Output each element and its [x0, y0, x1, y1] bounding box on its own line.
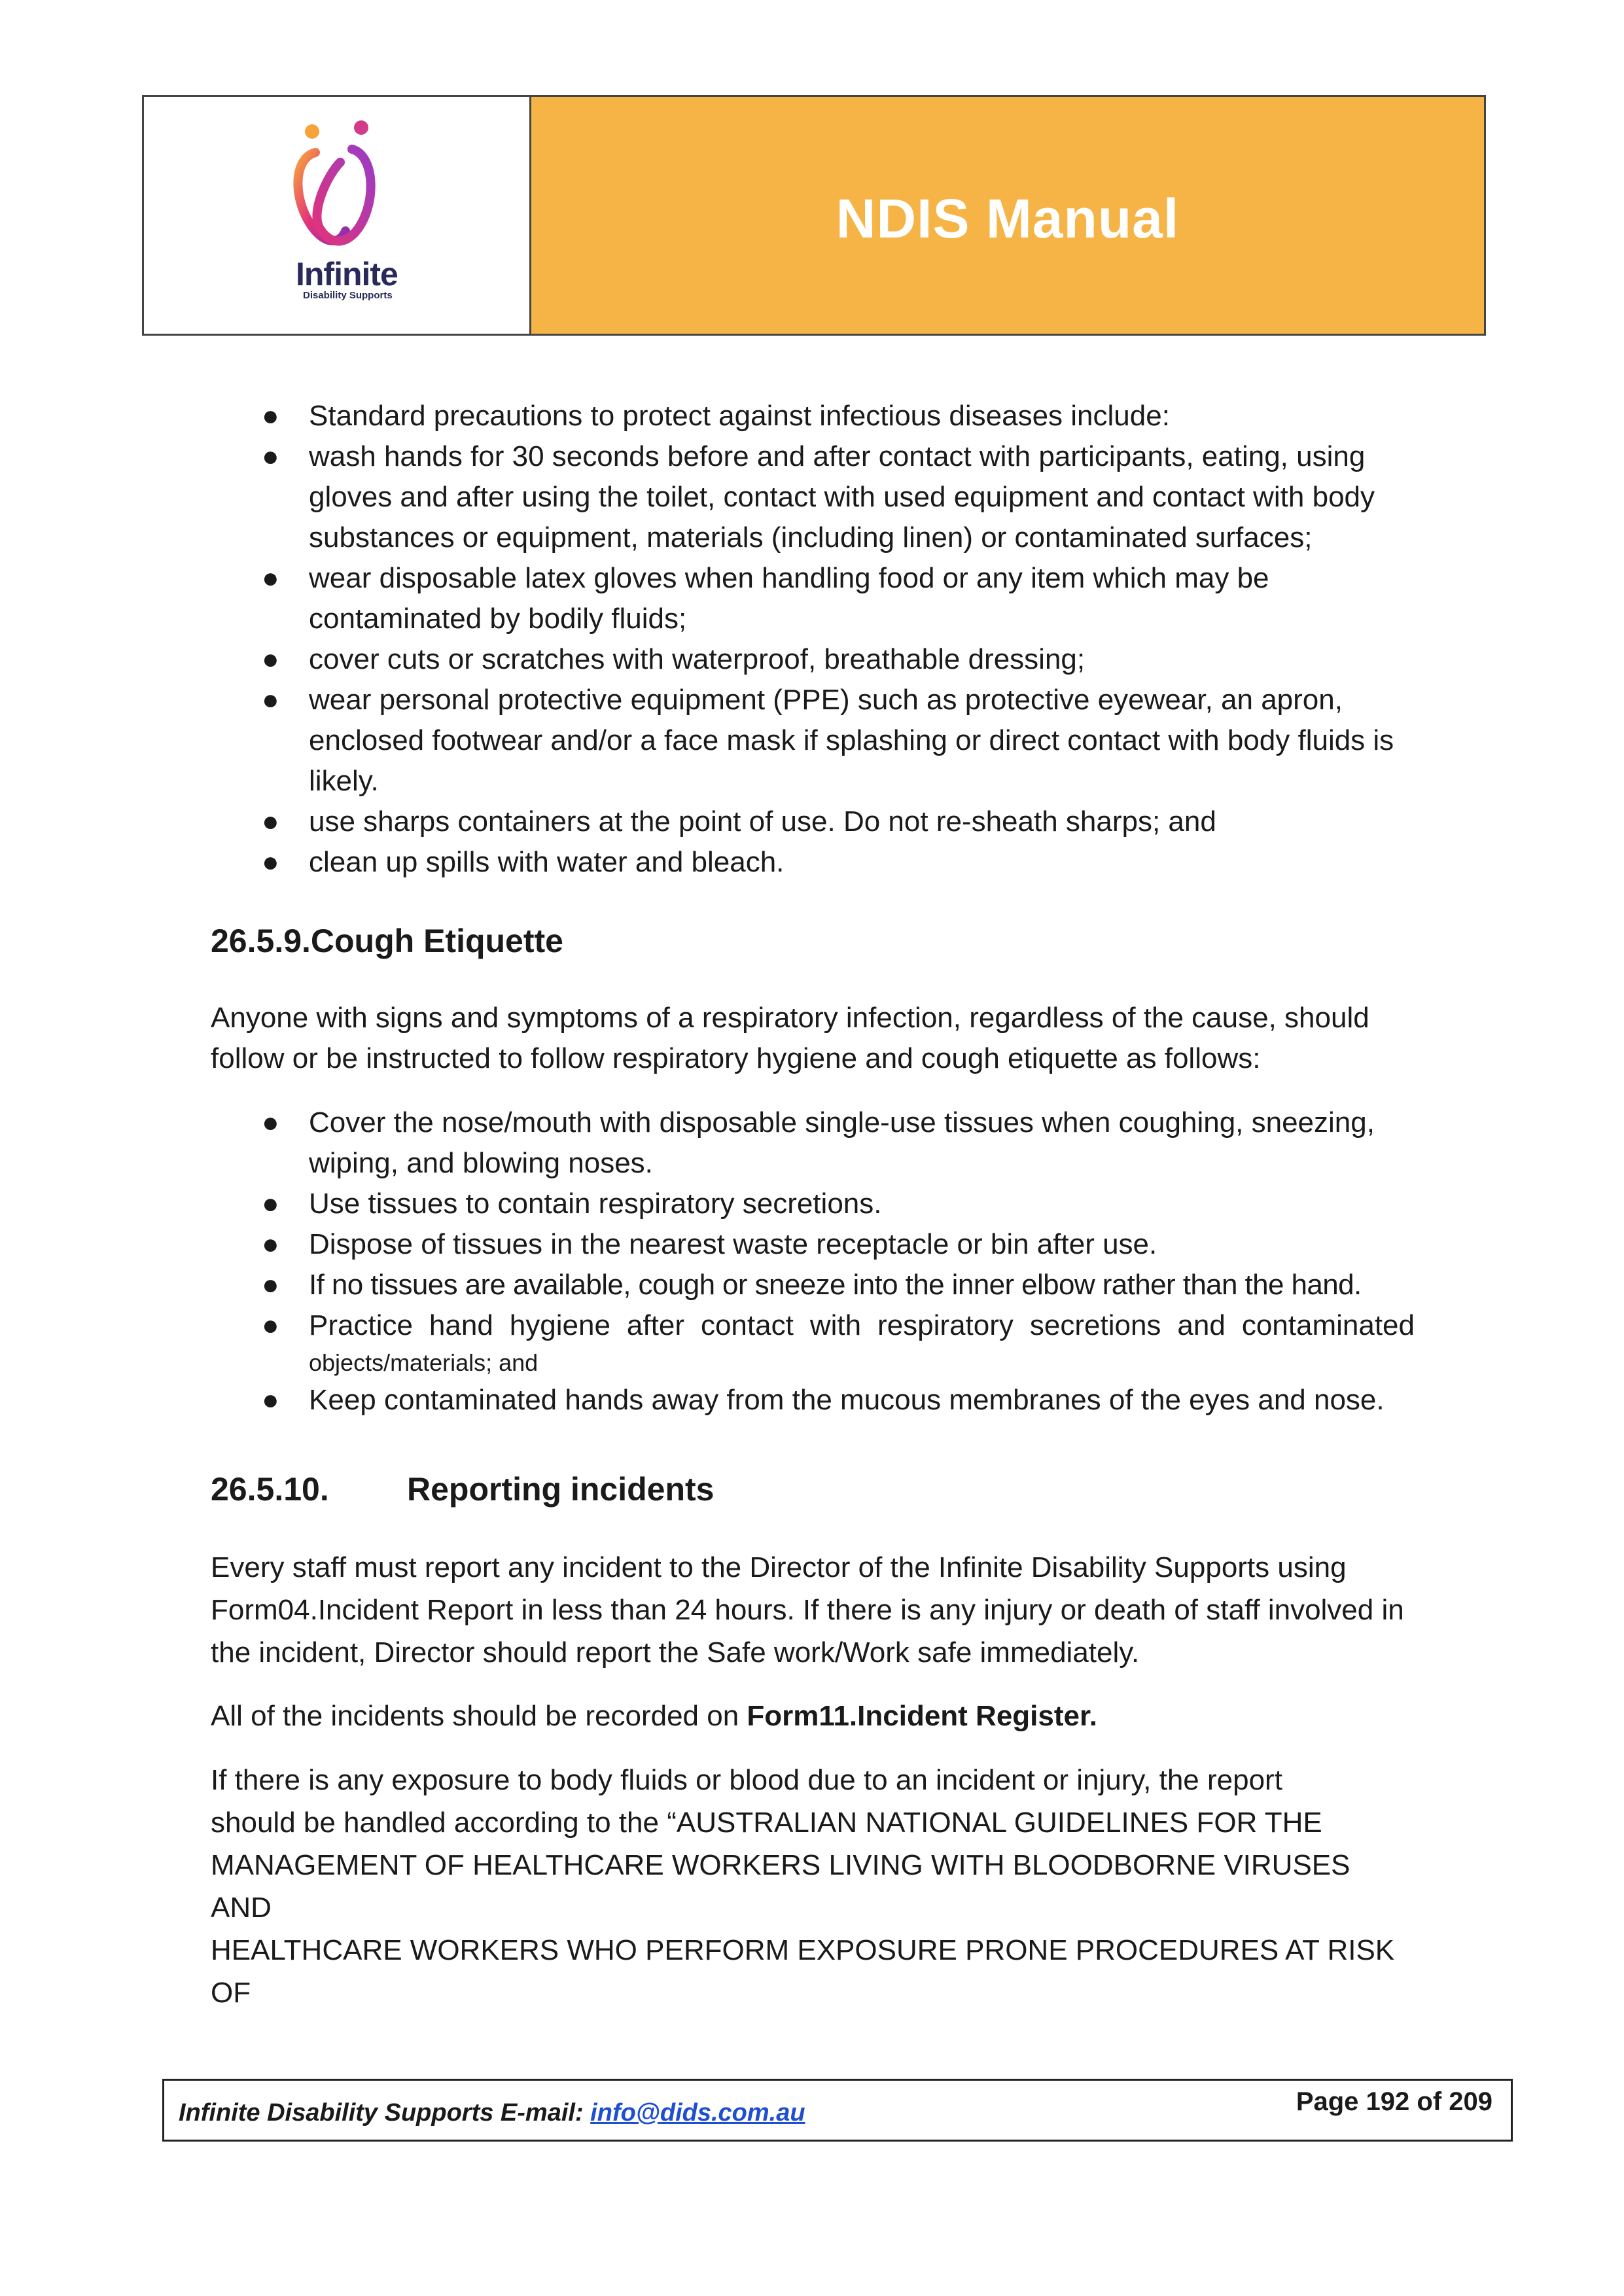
list-item: ● wash hands for 30 seconds before and after contact with participants, eating, using gloves and after using the toilet, contact with used equipment and contact with body substances or equipment, materials (including linen) or contaminated surfaces;	[211, 436, 1415, 558]
bullet-icon: ●	[262, 1269, 279, 1301]
list-item: ● Standard precautions to protect against infectious diseases include:	[211, 396, 1415, 436]
list-item: ● Cover the nose/mouth with disposable single-use tissues when coughing, sneezing, wiping, and blowing noses.	[211, 1103, 1415, 1184]
logo-cell	[144, 97, 531, 334]
page-number: Page 192 of 209	[1296, 2087, 1492, 2116]
logo-wordmark: Infinite	[296, 256, 398, 292]
list-item: ● Practice hand hygiene after contact with respiratory secretions and contaminated objects/materials; and	[211, 1305, 1415, 1380]
footer-contact: Infinite Disability Supports E-mail: info@dids.com.au	[179, 2099, 805, 2127]
reporting-paragraph-1: Every staff must report any incident to the Director of the Infinite Disability Supports using Form04.Incident Report in less than 24 hours. If there is any injury or death of staff involved in the incident, Director should report the Safe work/Work safe immediately.	[211, 1551, 1404, 1669]
page-content	[211, 396, 1415, 2014]
bullet-icon: ●	[262, 562, 279, 594]
title-cell	[531, 97, 1484, 334]
bullet-icon: ●	[262, 643, 279, 675]
infection-precautions-list	[211, 396, 1415, 883]
list-item: ● use sharps containers at the point of use. Do not re-sheath sharps; and	[211, 802, 1415, 842]
bullet-icon: ●	[262, 440, 279, 472]
list-item: ● If no tissues are available, cough or sneeze into the inner elbow rather than the hand.	[211, 1265, 1415, 1305]
logo-subtitle: Disability Supports	[303, 290, 393, 301]
bullet-icon: ●	[262, 1384, 279, 1416]
reporting-paragraph-3: If there is any exposure to body fluids or blood due to an incident or injury, the report should be handled according to the “AUSTRALIAN NATIONAL GUIDELINES FOR THE MANAGEMENT OF HEALTHCARE WORKERS LIVING WITH BLOODBORNE VIRUSES AND HEALTHCARE WORKERS WHO PERFORM EXPOSURE PRONE PROCEDURES AT RISK OF	[211, 1764, 1395, 2009]
list-item: ● Use tissues to contain respiratory secretions.	[211, 1184, 1415, 1224]
bullet-icon: ●	[262, 1228, 279, 1260]
email-link[interactable]: info@dids.com.au	[590, 2099, 805, 2127]
list-item: ● Keep contaminated hands away from the mucous membranes of the eyes and nose.	[211, 1380, 1415, 1421]
list-item: ● cover cuts or scratches with waterproof, breathable dressing;	[211, 639, 1415, 680]
list-item: ● Dispose of tissues in the nearest waste receptacle or bin after use.	[211, 1224, 1415, 1265]
bullet-icon: ●	[262, 1188, 279, 1220]
bullet-icon: ●	[262, 805, 279, 838]
page-footer	[162, 2079, 1513, 2142]
bullet-icon: ●	[262, 1309, 279, 1341]
reporting-paragraph-2: All of the incidents should be recorded on Form11.Incident Register.	[211, 1700, 1097, 1732]
cough-etiquette-list	[211, 1103, 1415, 1421]
bullet-icon: ●	[262, 400, 279, 432]
list-item: ● wear personal protective equipment (PPE) such as protective eyewear, an apron, enclosed footwear and/or a face mask if splashing or direct contact with body fluids is likely.	[211, 680, 1415, 802]
bullet-icon: ●	[262, 846, 279, 878]
list-item: ● clean up spills with water and bleach.	[211, 842, 1415, 883]
bullet-icon: ●	[262, 1106, 279, 1139]
document-title: NDIS Manual	[836, 187, 1180, 249]
section-heading-cough: 26.5.9.Cough Etiquette	[211, 923, 563, 959]
section-heading-reporting: 26.5.10. Reporting incidents	[211, 1471, 715, 1508]
bullet-icon: ●	[262, 684, 279, 716]
list-item: ● wear disposable latex gloves when handling food or any item which may be contaminated by bodily fluids;	[211, 558, 1415, 639]
cough-intro-paragraph: Anyone with signs and symptoms of a respiratory infection, regardless of the cause, should follow or be instructed to follow respiratory hygiene and cough etiquette as follows:	[211, 1002, 1369, 1074]
page-header	[142, 95, 1486, 336]
